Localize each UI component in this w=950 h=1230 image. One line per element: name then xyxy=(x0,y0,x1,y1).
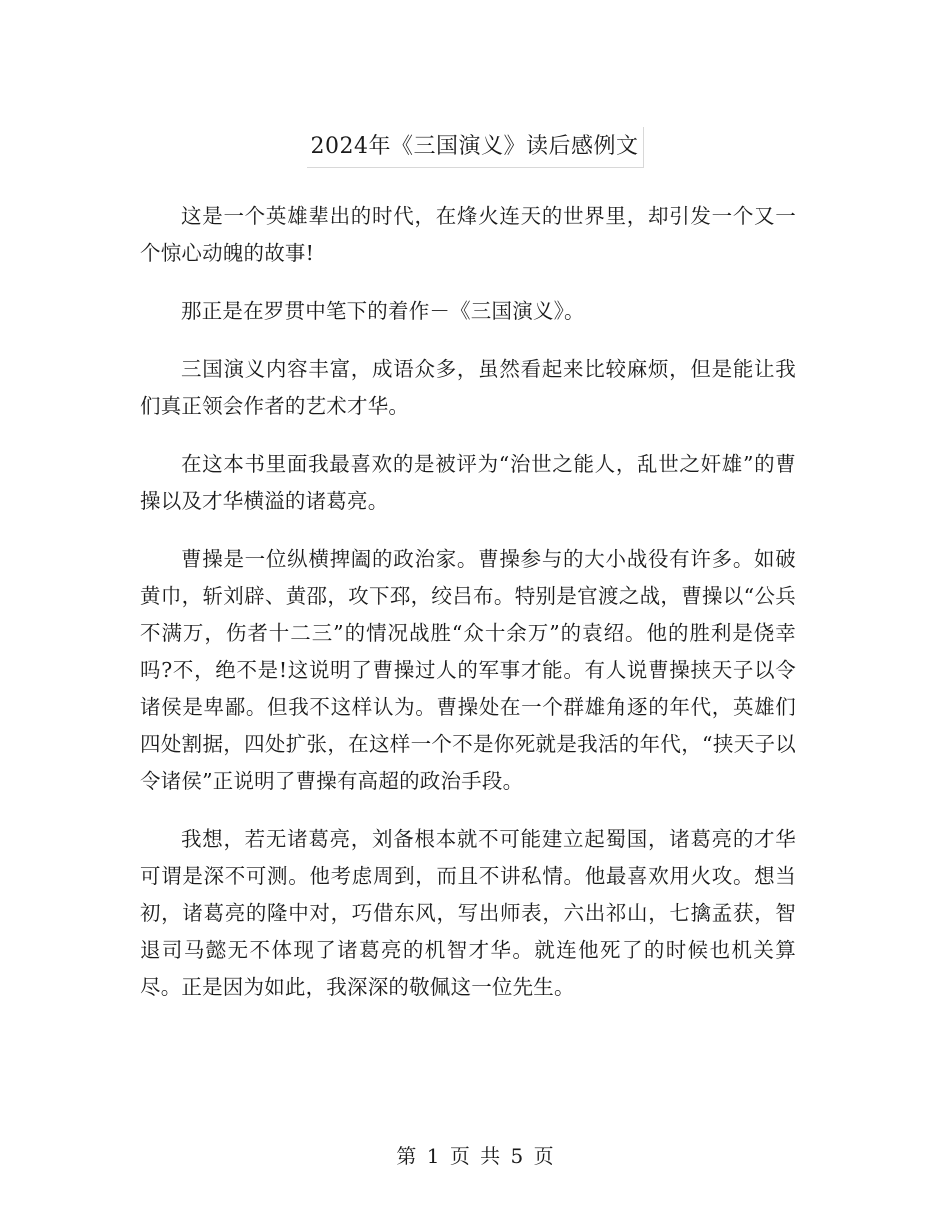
document-title: 2024年《三国演义》读后感例文 xyxy=(307,127,644,168)
paragraph-5: 曹操是一位纵横捭阖的政治家。曹操参与的大小战役有许多。如破黄巾，斩刘辟、黄邵，攻下邳，绞吕布。特别是官渡之战，曹操以“公兵不满万，伤者十二三”的情况战胜“众十余万”的袁绍。他的胜利是侥幸吗?不，绝不是!这说明了曹操过人的军事才能。有人说曹操挟天子以令诸侯是卑鄙。但我不这样认为。曹操处在一个群雄角逐的年代，英雄们四处割据，四处扩张，在这样一个不是你死就是我活的年代，“挟天子以令诸侯”正说明了曹操有高超的政治手段。 xyxy=(140,547,796,793)
paragraph-6: 我想，若无诸葛亮，刘备根本就不可能建立起蜀国，诸葛亮的才华可谓是深不可测。他考虑周到，而且不讲私情。他最喜欢用火攻。想当初，诸葛亮的隆中对，巧借东风，写出师表，六出祁山，七擒孟获，智退司马懿无不体现了诸葛亮的机智才华。就连他死了的时候也机关算尽。正是因为如此，我深深的敬佩这一位先生。 xyxy=(140,827,796,999)
page-number-footer: 第 1 页 共 5 页 xyxy=(396,1144,554,1168)
paragraph-2: 那正是在罗贯中笔下的着作－《三国演义》。 xyxy=(181,299,585,323)
paragraph-1: 这是一个英雄辈出的时代，在烽火连天的世界里，却引发一个又一个惊心动魄的故事! xyxy=(140,204,796,265)
paragraph-4: 在这本书里面我最喜欢的是被评为“治世之能人，乱世之奸雄”的曹操以及才华横溢的诸葛亮。 xyxy=(140,452,796,513)
paragraph-3: 三国演义内容丰富，成语众多，虽然看起来比较麻烦，但是能让我们真正领会作者的艺术才华。 xyxy=(140,357,796,418)
document-body xyxy=(140,198,796,1027)
title-container xyxy=(0,127,950,168)
